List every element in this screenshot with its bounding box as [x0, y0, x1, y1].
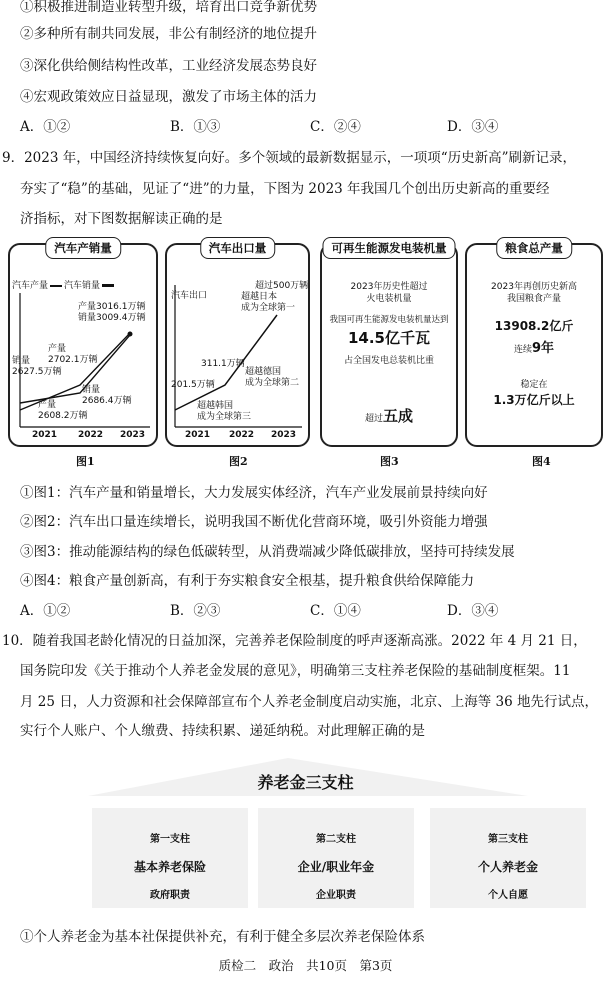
- q9-stem-line-3: 济指标，对下图数据解读正确的是: [20, 211, 223, 227]
- q10-item-1: ①个人养老金为基本社保提供补充，有利于健全多层次养老保险体系: [20, 929, 425, 945]
- q8-option-d: D．③④: [447, 119, 499, 135]
- figure-1-panel: [8, 243, 158, 447]
- figure-2-title: 汽车出口量: [200, 237, 276, 259]
- fig2-note-2021: 超越韩国 成为全球第三: [197, 401, 252, 422]
- fig2-label-2021: 201.5万辆: [171, 380, 215, 390]
- pension-diagram-title: 养老金三支柱: [257, 773, 354, 792]
- q8-option-a: A．①②: [20, 119, 71, 135]
- q8-option-b: B．①③: [170, 119, 221, 135]
- figure-4-caption: 图4: [532, 455, 551, 468]
- fig3-line-1: 2023年历史性超过: [350, 282, 428, 292]
- q10-stem-line-3: 月 25 日，人力资源和社会保障部宣布个人养老金制度启动实施，北京、上海等 36 地先行试点，: [20, 694, 599, 710]
- fig3-ratio-label: 占全国发电总装机比重: [343, 356, 434, 366]
- figure-1-caption: 图1: [76, 455, 95, 468]
- fig2-x-2021: 2021: [185, 430, 211, 440]
- fig4-line-1: 2023年再创历史新高: [491, 282, 577, 292]
- fig1-label-2021-sales: 销量 2627.5万辆: [12, 356, 62, 377]
- q9-stem-line-1: 9．2023 年，中国经济持续恢复向好。多个领域的最新数据显示，一项项“历史新高”刷新记录，: [2, 150, 577, 166]
- pillar-1-type: 基本养老保险: [133, 860, 206, 874]
- fig1-x-2021: 2021: [32, 430, 58, 440]
- fig1-label-2022-prod: 产量 2702.1万辆: [48, 344, 98, 365]
- fig1-x-2022: 2022: [78, 430, 104, 440]
- figure-2-caption: 图2: [229, 455, 248, 468]
- figure-1-title: 汽车产销量: [45, 237, 121, 259]
- q8-item-2: ②多种所有制共同发展，非公有制经济的地位提升: [20, 26, 317, 42]
- pillar-2: [258, 808, 414, 908]
- fig4-line-2: 我国粮食产量: [506, 294, 561, 304]
- fig1-label-2021-prod: 产量 2608.2万辆: [38, 400, 88, 421]
- q9-stem-line-2: 夯实了“稳”的基础，见证了“进”的力量，下图为 2023 年我国几个创出历史新高的重要经: [20, 181, 550, 197]
- figure-3-panel: [320, 243, 458, 447]
- fig4-consecutive: 连续9年: [513, 341, 555, 356]
- q9-option-d: D．③④: [447, 603, 499, 619]
- q9-item-2: ②图2：汽车出口量连续增长，说明我国不断优化营商环境，吸引外资能力增强: [20, 514, 488, 530]
- q9-item-4: ④图4：粮食产量创新高，有利于夯实粮食安全根基，提升粮食供给保障能力: [20, 573, 475, 589]
- figure-3-title: 可再生能源发电装机量: [323, 237, 456, 259]
- fig2-x-2023: 2023: [271, 430, 297, 440]
- fig3-line-2: 火电装机量: [366, 294, 412, 304]
- fig2-y-label: 汽车出口: [171, 291, 208, 301]
- figure-4-title: 粮食总产量: [496, 237, 572, 259]
- q8-item-4: ④宏观政策效应日益显现，激发了市场主体的活力: [20, 89, 317, 105]
- fig4-stable-label: 稳定在: [520, 380, 548, 390]
- q9-option-b: B．②③: [170, 603, 221, 619]
- q9-item-1: ①图1：汽车产量和销量增长，大力发展实体经济，汽车产业发展前景持续向好: [20, 485, 488, 501]
- fig2-label-2023: 超过500万辆 超越日本 成为全球第一: [241, 281, 309, 313]
- fig4-stable-value: 1.3万亿斤以上: [493, 393, 575, 407]
- figure-4-panel: [465, 243, 603, 447]
- q10-stem-line-2: 国务院印发《关于推动个人养老金发展的意见》，明确第三支柱养老保险的基础制度框架。11: [20, 663, 571, 679]
- pillar-3-type: 个人养老金: [477, 860, 538, 874]
- page-footer: 质检二 政治 共10页 第3页: [218, 958, 393, 973]
- fig1-point-2023: [128, 332, 133, 337]
- pillar-1: [92, 808, 248, 908]
- q9-option-c: C．①④: [310, 603, 361, 619]
- fig2-note-2022: 超越德国 成为全球第二: [245, 367, 300, 388]
- q8-option-c: C．②④: [310, 119, 361, 135]
- fig1-label-2023-prod: 产量3016.1万辆: [78, 302, 146, 312]
- q9-item-3: ③图3：推动能源结构的绿色低碳转型，从消费端减少降低碳排放，坚持可持续发展: [20, 544, 515, 560]
- fig1-x-2023: 2023: [120, 430, 146, 440]
- fig1-label-2022-sales: 销量 2686.4万辆: [82, 385, 132, 406]
- q9-option-a: A．①②: [20, 603, 71, 619]
- pillar-3: [430, 808, 586, 908]
- fig4-big-value: 13908.2亿斤: [494, 319, 574, 333]
- fig3-exceed: 超过五成: [364, 407, 414, 425]
- fig2-x-2022: 2022: [229, 430, 255, 440]
- fig2-label-2022: 311.1万辆: [201, 359, 245, 369]
- pillar-2-type: 企业/职业年金: [297, 860, 375, 874]
- pillar-1-name: 第一支柱: [150, 834, 190, 845]
- q10-stem-line-4: 实行个人账户、个人缴费、持续积累、递延纳税。对此理解正确的是: [20, 723, 425, 739]
- figure-2-panel: [165, 243, 310, 447]
- pillar-3-resp: 个人自愿: [488, 890, 528, 901]
- fig1-legend-sales: 汽车销量: [64, 281, 101, 291]
- fig3-big-value: 14.5亿千瓦: [347, 329, 430, 347]
- q10-stem-line-1: 10．随着我国老龄化情况的日益加深，完善养老保险制度的呼声逐渐高涨。2022 年 4 月 21 日，: [2, 633, 587, 649]
- fig3-line-3: 我国可再生能源发电装机量达到: [329, 315, 449, 325]
- q8-item-1: ①积极推进制造业转型升级，培育出口竞争新优势: [20, 0, 317, 15]
- pillar-3-name: 第三支柱: [488, 834, 528, 845]
- pillar-1-resp: 政府职责: [150, 890, 190, 901]
- pillar-2-resp: 企业职责: [316, 890, 356, 901]
- pillar-2-name: 第二支柱: [316, 834, 356, 845]
- q8-item-3: ③深化供给侧结构性改革，工业经济发展态势良好: [20, 58, 317, 74]
- fig1-legend-production: 汽车产量: [12, 281, 49, 291]
- fig1-label-2023-sales: 销量3009.4万辆: [78, 313, 146, 323]
- figure-3-caption: 图3: [380, 455, 399, 468]
